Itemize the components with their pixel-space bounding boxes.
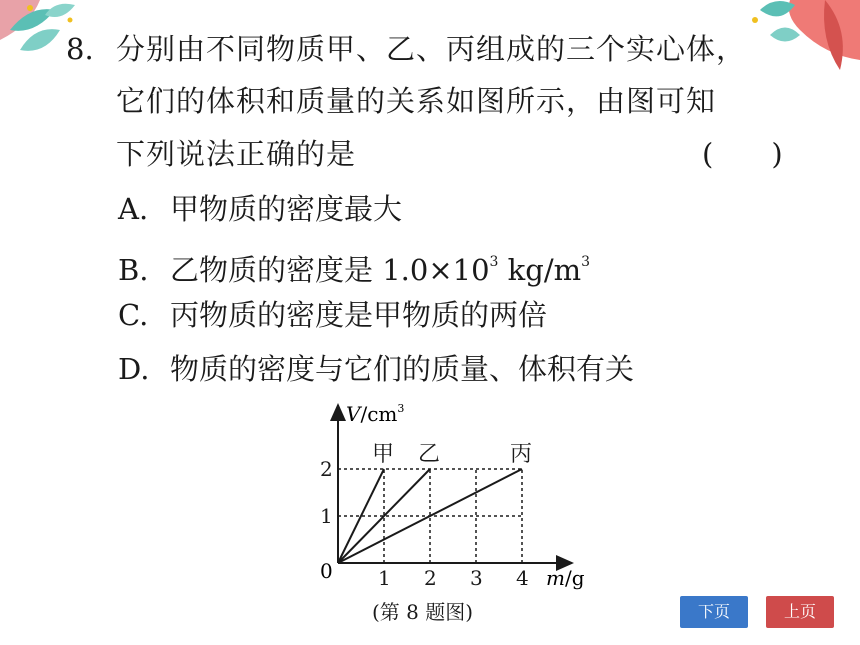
x-axis-unit: /g xyxy=(564,566,585,590)
y-axis-exponent: 3 xyxy=(397,402,405,415)
y-axis-label xyxy=(346,402,404,426)
series-label: 乙 xyxy=(418,442,441,467)
series-label: 丙 xyxy=(510,442,533,467)
x-tick-label: 2 xyxy=(424,566,437,590)
x-axis-variable: m xyxy=(546,566,565,590)
option-text: 物质的密度与它们的质量、体积有关 xyxy=(170,352,635,386)
y-tick-label: 2 xyxy=(320,457,333,481)
question-line-2: 它们的体积和质量的关系如图所示，由图可知 xyxy=(116,84,717,118)
exponent: 3 xyxy=(489,254,499,270)
x-axis-label xyxy=(546,566,585,590)
option-text: 丙物质的密度是甲物质的两倍 xyxy=(170,298,548,332)
leaf-decoration-left xyxy=(0,0,120,95)
option-d xyxy=(118,349,634,389)
next-page-button[interactable]: 下页 xyxy=(680,596,748,628)
figure-caption: (第 8 题图) xyxy=(372,600,474,624)
question-number: 8. xyxy=(66,32,94,66)
option-letter: C. xyxy=(118,298,149,332)
x-tick-label: 3 xyxy=(470,566,483,590)
leaf-decoration-right xyxy=(730,0,860,95)
question-line-1: 分别由不同物质甲、乙、丙组成的三个实心体， xyxy=(116,32,747,66)
option-letter: D. xyxy=(118,352,150,386)
y-tick-label: 1 xyxy=(320,504,333,528)
option-letter: B. xyxy=(118,253,149,287)
option-a xyxy=(118,189,402,229)
previous-page-button[interactable]: 上页 xyxy=(766,596,834,628)
series-label: 甲 xyxy=(372,442,395,467)
answer-parentheses: ( ) xyxy=(702,137,783,171)
option-b xyxy=(118,242,590,290)
option-c xyxy=(118,295,547,335)
x-tick-label: 1 xyxy=(378,566,391,590)
exponent: 3 xyxy=(581,254,591,270)
option-text: 甲物质的密度最大 xyxy=(170,192,403,226)
origin-label: 0 xyxy=(320,559,333,583)
x-tick-label: 4 xyxy=(516,566,529,590)
option-text: 乙物质的密度是 1.0×10 xyxy=(170,253,490,287)
y-axis-variable: V xyxy=(346,402,361,426)
volume-mass-chart xyxy=(300,395,620,605)
question-line-3: 下列说法正确的是 xyxy=(116,137,357,171)
y-axis-unit: /cm xyxy=(360,402,398,426)
unit-text: kg/m xyxy=(498,253,582,287)
option-letter: A. xyxy=(118,192,149,226)
